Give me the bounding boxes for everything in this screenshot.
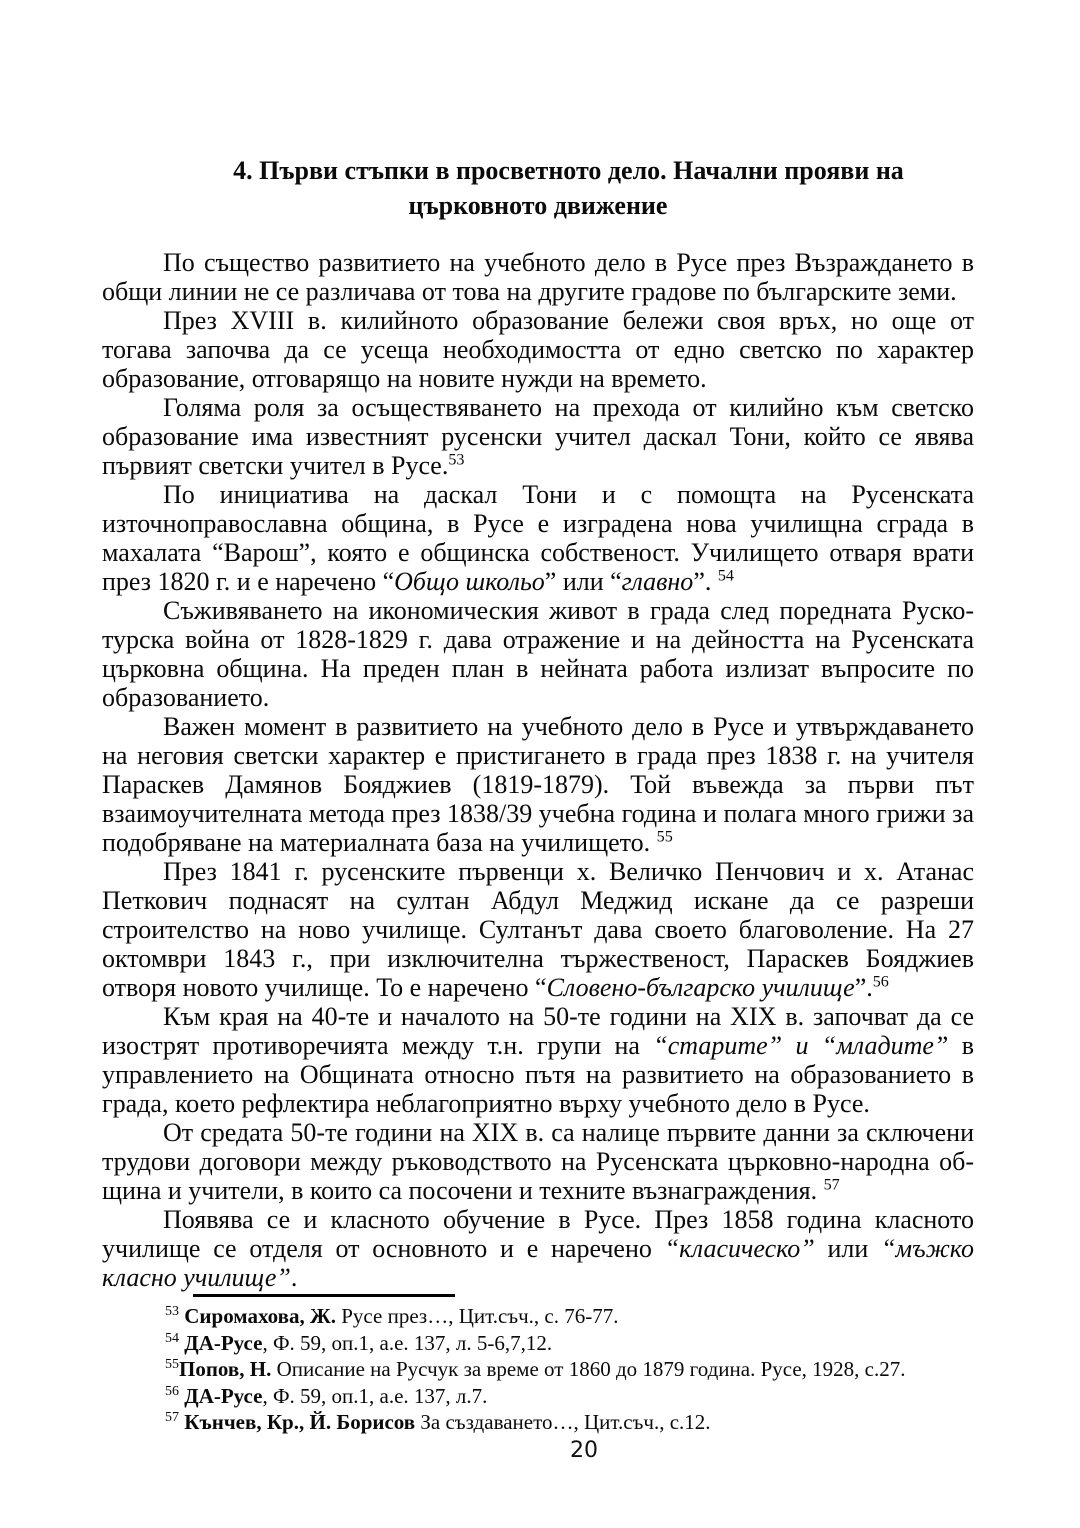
paragraph xyxy=(102,480,974,596)
text-run: , Ф. 59, оп.1, а.е. 137, л. 5-6,7,12. xyxy=(262,1330,553,1355)
text-run: Описание на Русчук за време от 1860 до 1879 година. Русе, 1928, с.27. xyxy=(271,1357,906,1381)
text-run: Съживяването на икономическия живот в града след поредната Руско-турска война от 1828-1829 г. дава отражение и на дейността на Русенската църковна община. На преден план в нейната работа излизат въпросите по образованието. xyxy=(102,596,974,712)
text-run: главно xyxy=(621,567,694,596)
text-column xyxy=(102,153,974,1292)
paragraph xyxy=(102,1002,974,1118)
text-run: ” или “ xyxy=(544,567,622,596)
paragraph xyxy=(102,1205,974,1292)
text-run: ”. xyxy=(693,567,718,596)
text-run: По инициатива на даскал Тони и с помощта на Русенската източноправославна община, в Русе е изградена нова училищна сграда в махалата “Варош”, която е общинска собственост. Училището отваря врати през 1820 г. и е наречено “ xyxy=(102,480,974,596)
page-title: 4. Първи стъпки в просветното дело. Начални прояви на църковното движение xyxy=(233,156,904,220)
footnotes xyxy=(165,1303,985,1436)
paragraph xyxy=(102,596,974,712)
text-run: Важен момент в развитието на учебното дело в Русе и утвърждаването на неговия светски характер е пристигането в града през 1838 г. на учителя Параскев Дамянов Бояджиев (1819-1879). Той въвежда за първи път взаимоучителната метода през 1838/39 учебна година и полага много грижи за подобряване на материалната база на училището. xyxy=(102,712,974,857)
paragraph xyxy=(102,306,974,393)
text-run: ”. xyxy=(854,973,873,1002)
text-run: От средата 50-те години на XIX в. са налице първите данни за сключени трудови договори между ръководството на Русенската църковно-народна община и учители, в които са посочени и техните възнаграждения. xyxy=(102,1118,974,1205)
footnote xyxy=(165,1303,985,1330)
text-run: Попов, Н. xyxy=(179,1357,272,1381)
text-run: Словено-българско училище xyxy=(546,973,855,1002)
text-run: “класическо” xyxy=(664,1234,815,1263)
paragraph xyxy=(102,393,974,480)
text-run: в управлението на Общината относно пътя на развитието на образованието в града, което рефлектира неблагоприятно върху учебното дело в Русе. xyxy=(102,1031,975,1118)
text-run: Кънчев, Кр., Й. Борисов xyxy=(184,1410,416,1434)
text-run: През 1841 г. русенските първенци х. Величко Пенчович и х. Атанас Петкович поднасят на султан Абдул Меджид искане да се разреши строителство на ново училище. Султанът дава своето благоволение. На 27 октомври 1843 г., при изключителна тържественост, Параскев Бояджиев отворя новото училище. То е наречено “ xyxy=(102,857,974,1002)
footnote-ref: 57 xyxy=(823,1176,840,1194)
text-run: ДА-Русе xyxy=(184,1383,263,1408)
page-number: 20 xyxy=(570,1438,598,1463)
text-run: Общо школьо xyxy=(394,567,545,596)
text-run: Сиромахова, Ж. xyxy=(184,1304,336,1328)
text-run: . xyxy=(290,1263,298,1292)
text-run: или xyxy=(814,1234,882,1263)
text-run: Появява се и класното обучение в Русе. През 1858 година класното училище се отделя от основното и е наречено xyxy=(102,1205,974,1263)
text-run: Голяма роля за осъществяването на прехода от килийно към светско образование има известният русенски учител даскал Тони, който се явява първият светски учител в Русе. xyxy=(102,393,974,480)
footnote-number: 54 xyxy=(165,1330,179,1346)
footnote-number: 55 xyxy=(165,1357,179,1372)
body-text xyxy=(102,248,974,1292)
footnote-ref: 56 xyxy=(872,973,889,991)
paragraph xyxy=(102,1118,974,1205)
footnote-number: 56 xyxy=(165,1383,179,1399)
footnote-number: 57 xyxy=(165,1410,179,1425)
footnote-number: 53 xyxy=(165,1304,179,1319)
text-run: ДА-Русе xyxy=(184,1330,263,1355)
text-run: През XVIII в. килийното образование бележи своя връх, но още от тогава започва да се усеща необходимостта от едно светско по характер образование, отговарящо на новите нужди на времето. xyxy=(102,306,974,393)
paragraph xyxy=(102,712,974,857)
paragraph xyxy=(102,248,974,306)
text-run: “старите” и “младите” xyxy=(653,1031,949,1060)
footnote xyxy=(165,1383,985,1410)
paragraph xyxy=(102,857,974,1002)
footnote xyxy=(165,1330,985,1357)
footnote xyxy=(165,1409,985,1436)
text-run: “мъжко класно училище” xyxy=(102,1234,974,1292)
footnote-ref: 55 xyxy=(656,828,673,846)
text-run: За създаването…, Цит.съч., с.12. xyxy=(415,1410,711,1434)
text-run: Русе през…, Цит.съч., с. 76-77. xyxy=(336,1304,619,1328)
footnote-separator xyxy=(193,1294,455,1297)
footnote-ref: 54 xyxy=(717,567,734,585)
text-run: Към края на 40-те и началото на 50-те години на XIX в. започват да се изострят противоречията между т.н. групи на xyxy=(102,1002,974,1060)
footnote-ref: 53 xyxy=(448,451,465,469)
text-run: По същество развитието на учебното дело в Русе през Възраждането в общи линии не се различава от това на другите градове по българските земи. xyxy=(102,248,974,306)
text-run: , Ф. 59, оп.1, а.е. 137, л.7. xyxy=(262,1383,488,1408)
footnote xyxy=(165,1356,985,1383)
